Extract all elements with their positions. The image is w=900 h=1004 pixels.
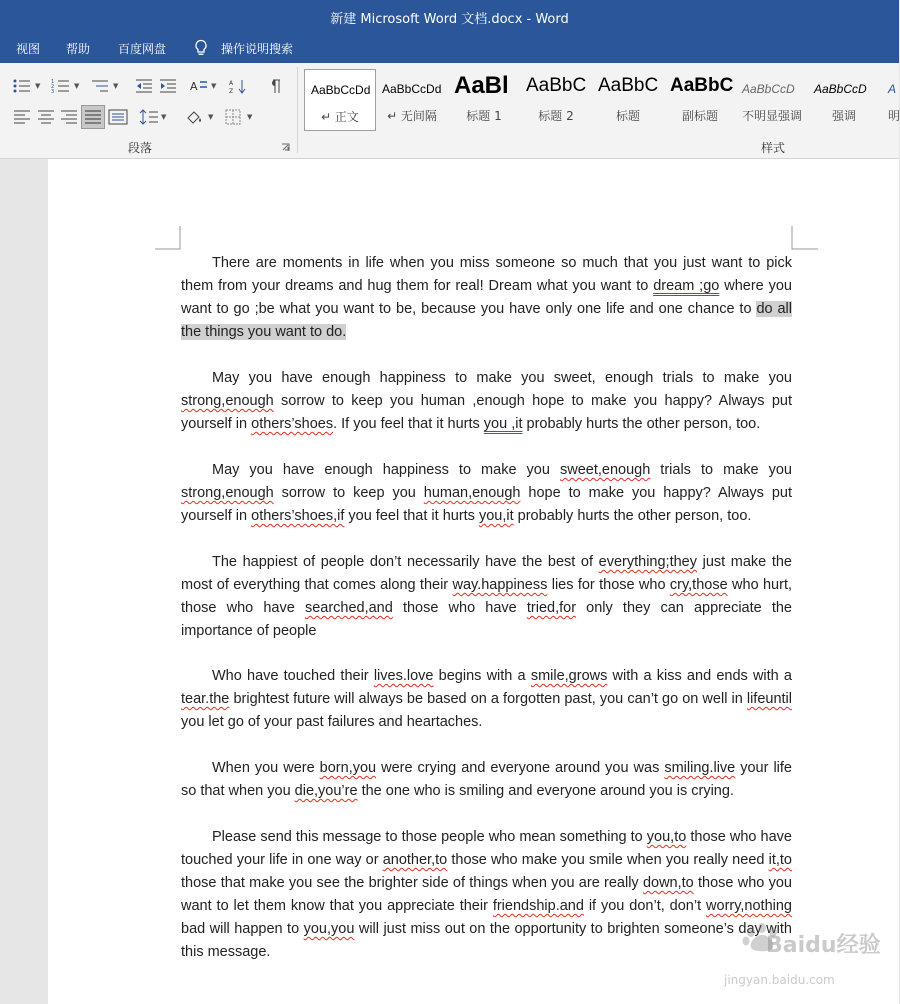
- text-run: those who have touched your life in one way or: [181, 829, 792, 868]
- text-run: There are moments in life when you miss someone so much that you just want to pick them from your dreams and hug them for real! Dream what you want to: [181, 255, 792, 294]
- text-run: . If you feel that it hurts: [333, 416, 484, 432]
- left-margin-pane: [0, 159, 48, 1004]
- text-run: hope to make you happy? Always put yourself in: [181, 485, 792, 524]
- watermark-text: Baidu经验: [766, 933, 881, 958]
- style-subtle-emphasis[interactable]: AaBbCcD 不明显强调: [741, 82, 802, 123]
- chinese-layout-icon[interactable]: [189, 78, 209, 94]
- style-intense-emphasis[interactable]: A 明: [888, 82, 900, 123]
- text-run: were crying and everyone around you was: [376, 760, 665, 776]
- group-divider: [297, 67, 298, 153]
- paragraph-group-label: 段落: [128, 141, 153, 155]
- chevron-down-icon[interactable]: ▼: [247, 113, 253, 121]
- align-center-icon[interactable]: [36, 109, 56, 125]
- style-no-spacing[interactable]: AaBbCcDd ↵ 无间隔: [382, 82, 442, 123]
- text-run: The happiest of people don’t necessarily have the best of: [212, 554, 599, 570]
- style-heading-2[interactable]: AaBbC 标题 2: [526, 75, 587, 123]
- style-emphasis[interactable]: AaBbCcD 强调: [814, 82, 867, 123]
- spelling-error-text: strong,enough: [181, 393, 274, 409]
- text-run: your life so that when you: [181, 760, 792, 799]
- justify-icon[interactable]: [83, 109, 103, 125]
- svg-text:1: 1: [51, 79, 55, 85]
- increase-indent-icon[interactable]: [158, 78, 178, 94]
- baidu-watermark: [718, 916, 881, 996]
- tab-view[interactable]: 视图: [16, 42, 41, 56]
- spelling-error-text: others’shoes,if: [251, 508, 345, 524]
- text-run: with a kiss and ends with a: [607, 668, 792, 684]
- text-run: if you don’t, don’t: [583, 898, 707, 914]
- paragraph[interactable]: [181, 826, 792, 964]
- distributed-icon[interactable]: [108, 109, 128, 125]
- spelling-error-text: born,you: [319, 760, 377, 776]
- chevron-down-icon[interactable]: ▼: [113, 82, 119, 90]
- dialog-launcher-icon[interactable]: [281, 143, 290, 152]
- sort-icon[interactable]: [228, 78, 248, 94]
- text-run: those who have: [392, 600, 527, 616]
- spelling-error-text: another,to: [382, 852, 448, 868]
- svg-text:A: A: [190, 80, 198, 93]
- chevron-down-icon[interactable]: ▼: [208, 113, 214, 121]
- decrease-indent-icon[interactable]: [134, 78, 154, 94]
- text-run: those who make you smile when you really need: [447, 852, 769, 868]
- selected-text: do all the things you want to do.: [181, 301, 793, 340]
- paragraph[interactable]: [181, 551, 792, 643]
- paragraph[interactable]: [181, 757, 792, 803]
- spelling-error-text: you,you: [303, 921, 355, 937]
- ribbon-tab-bar: [0, 33, 899, 63]
- text-run: where you want to go ;be what you want to be, because you have only one life and one chance to: [181, 278, 792, 317]
- text-run: When you were: [212, 760, 320, 776]
- text-run: who hurt, those who have: [181, 577, 792, 616]
- text-run: the one who is smiling and everyone around you is crying.: [357, 783, 734, 799]
- text-run: lies for those who: [547, 577, 670, 593]
- styles-gallery: [304, 69, 899, 131]
- tell-me-search[interactable]: 操作说明搜索: [221, 42, 294, 56]
- text-run: sorrow to keep you: [273, 485, 424, 501]
- spelling-error-text: smiling.live: [664, 760, 736, 776]
- spelling-error-text: way.happiness: [452, 577, 548, 593]
- show-marks-icon[interactable]: [264, 78, 284, 94]
- borders-icon[interactable]: [224, 109, 244, 125]
- margin-crop-mark-right: [791, 226, 819, 250]
- spelling-error-text: down,to: [642, 875, 694, 891]
- style-normal[interactable]: AaBbCcDd ↵ 正文: [304, 69, 376, 131]
- spelling-error-text: worry,nothing: [706, 898, 792, 914]
- text-run: only they can appreciate the importance of people: [181, 600, 792, 639]
- align-left-icon[interactable]: [12, 109, 32, 125]
- spelling-error-text: tried,for: [526, 600, 577, 616]
- svg-text:3: 3: [51, 89, 55, 95]
- ribbon: [0, 63, 899, 159]
- paragraph[interactable]: [181, 459, 792, 528]
- text-run: May you have enough happiness to make you: [212, 462, 560, 478]
- lightbulb-icon[interactable]: [193, 39, 209, 57]
- line-spacing-icon[interactable]: [139, 109, 159, 125]
- svg-text:A: A: [229, 80, 234, 87]
- margin-crop-mark-left: [155, 226, 181, 250]
- paragraph[interactable]: [181, 252, 792, 344]
- text-run: will just miss out on the opportunity to brighten someone’s day with this message.: [181, 921, 793, 960]
- spelling-error-text: you,to: [646, 829, 687, 845]
- align-right-icon[interactable]: [59, 109, 79, 125]
- text-run: probably hurts the other person, too.: [513, 508, 752, 524]
- text-run: those who you want to let them know that you appreciate their: [181, 875, 792, 914]
- text-run: Who have touched their: [212, 668, 374, 684]
- text-run: Please send this message to those people who mean something to: [212, 829, 647, 845]
- spelling-error-text: die,you’re: [294, 783, 358, 799]
- paragraph[interactable]: [181, 665, 792, 734]
- text-run: probably hurts the other person, too.: [522, 416, 761, 432]
- spelling-error-text: smile,grows: [530, 668, 608, 684]
- spelling-error-text: everything;they: [598, 554, 697, 570]
- text-run: begins with a: [433, 668, 531, 684]
- grammar-error-text: dream ;go: [653, 278, 720, 294]
- spelling-error-text: cry,those: [669, 577, 728, 593]
- text-run: you let go of your past failures and heartaches.: [181, 714, 483, 730]
- chevron-down-icon[interactable]: ▼: [35, 82, 41, 90]
- tab-help[interactable]: 帮助: [66, 42, 91, 56]
- title-bar: [0, 0, 899, 33]
- text-run: just make the most of everything that comes along their: [181, 554, 792, 593]
- text-run: May you have enough happiness to make you sweet, enough trials to make you: [212, 370, 792, 386]
- grammar-error-text: you ,it: [483, 416, 523, 432]
- paragraph[interactable]: [181, 367, 792, 436]
- spelling-error-text: human,enough: [423, 485, 521, 501]
- numbering-icon[interactable]: [51, 78, 71, 94]
- text-run: you feel that it hurts: [344, 508, 479, 524]
- style-heading-1[interactable]: AaBl 标题 1: [454, 72, 509, 123]
- spelling-error-text: lives.love: [373, 668, 434, 684]
- text-run: sorrow to keep you human ,enough hope to make you happy? Always put yourself in: [181, 393, 792, 432]
- chevron-down-icon[interactable]: ▼: [211, 82, 217, 90]
- svg-text:2: 2: [51, 84, 55, 90]
- shading-icon[interactable]: [185, 109, 205, 125]
- spelling-error-text: strong,enough: [181, 485, 274, 501]
- svg-text:Z: Z: [229, 88, 234, 95]
- styles-group-label: 样式: [761, 141, 786, 155]
- chevron-down-icon[interactable]: ▼: [74, 82, 80, 90]
- multilevel-list-icon[interactable]: [90, 78, 110, 94]
- spelling-error-text: friendship.and: [492, 898, 584, 914]
- spelling-error-text: lifeuntil: [746, 691, 792, 707]
- text-run: bad will happen to: [181, 921, 304, 937]
- text-run: brightest future will always be based on a forgotten past, you can’t go on well in: [229, 691, 747, 707]
- spelling-error-text: it,to: [768, 852, 792, 868]
- spelling-error-text: others’shoes: [251, 416, 334, 432]
- text-run: those that make you see the brighter side of things when you are really: [181, 875, 643, 891]
- bullets-icon[interactable]: [12, 78, 32, 94]
- style-subtitle[interactable]: AaBbC 副标题: [670, 75, 734, 123]
- window-title: 新建 Microsoft Word 文档.docx - Word: [330, 12, 569, 27]
- spelling-error-text: tear.the: [181, 691, 230, 707]
- text-run: trials to make you: [650, 462, 792, 478]
- watermark-url: jingyan.baidu.com: [724, 973, 835, 987]
- style-title[interactable]: AaBbC 标题: [598, 75, 659, 123]
- tab-baidu-netdisk[interactable]: 百度网盘: [118, 42, 167, 56]
- spelling-error-text: searched,and: [304, 600, 393, 616]
- chevron-down-icon[interactable]: ▼: [161, 113, 167, 121]
- spelling-error-text: you,it: [478, 508, 514, 524]
- spelling-error-text: sweet,enough: [559, 462, 651, 478]
